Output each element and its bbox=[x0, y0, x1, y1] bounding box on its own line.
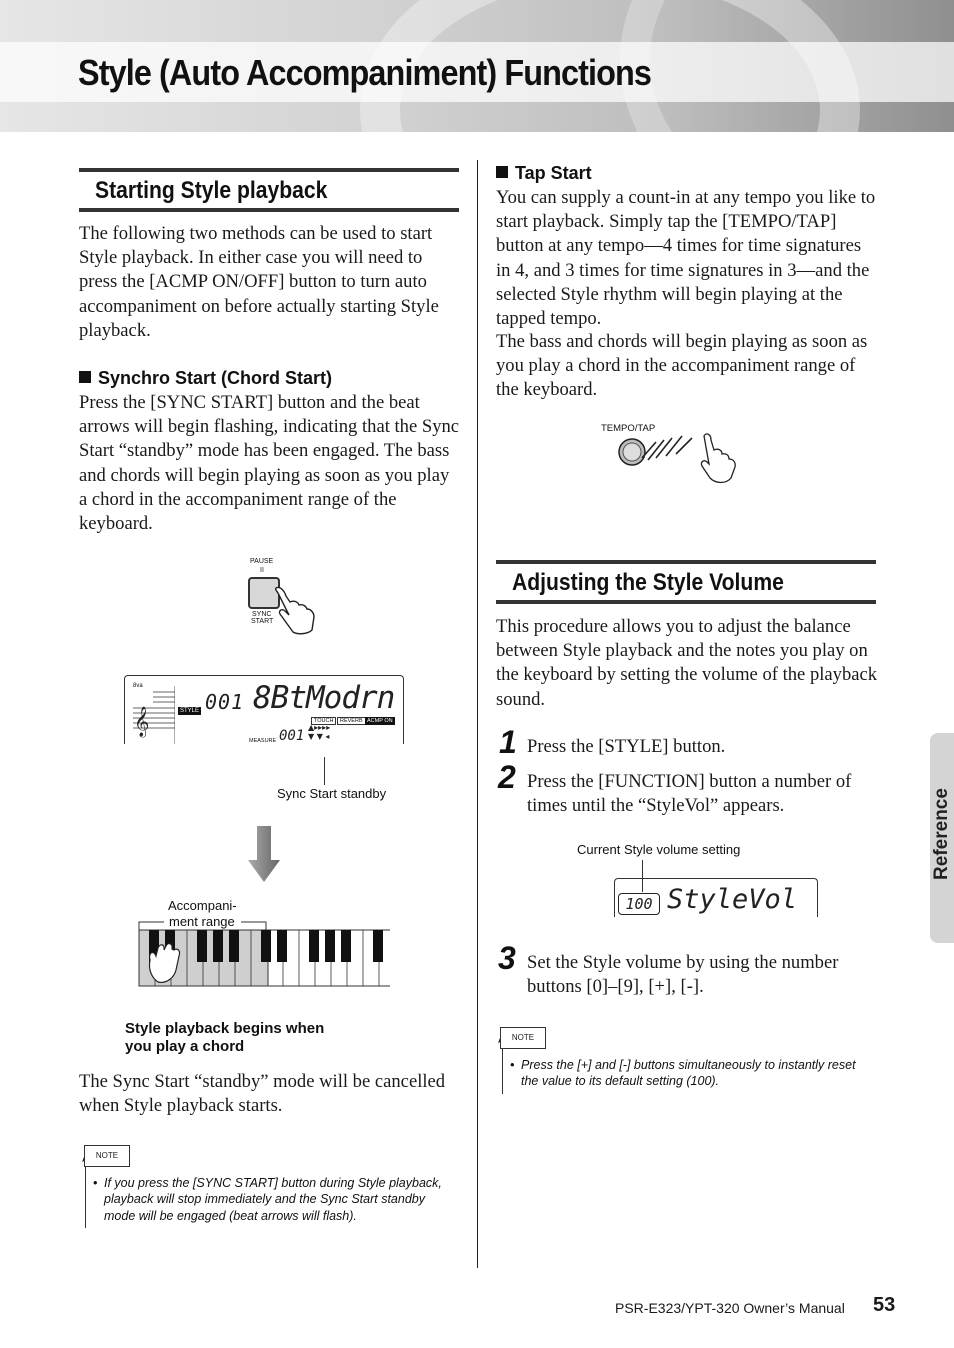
tap-start-paragraph-2: The bass and chords will begin playing as soon as you play a chord in the accompaniment range of the keyboard. bbox=[496, 331, 868, 401]
side-tab-label: Reference bbox=[931, 788, 952, 880]
column-divider bbox=[477, 160, 478, 1268]
subheading-text: Synchro Start (Chord Start) bbox=[98, 368, 333, 388]
square-bullet-icon bbox=[496, 166, 508, 178]
lcd-display bbox=[124, 675, 404, 744]
note-text: If you press the [SYNC START] button during Style playback, playback will stop immediately and the Sync Start standby mode will be engaged (beat arrows will flash). bbox=[104, 1176, 442, 1223]
note-bar bbox=[502, 1048, 503, 1094]
lcd-style-tag: STYLE bbox=[180, 708, 200, 714]
sync-label-line2: START bbox=[251, 618, 274, 625]
step-text: Press the [FUNCTION] button a number of times until the “StyleVol” appears. bbox=[527, 771, 852, 817]
beat-arrows-row: ▼ ▼ ◂ bbox=[308, 732, 330, 741]
tempo-tap-label: TEMPO/TAP bbox=[601, 423, 656, 434]
volume-lcd-value: 100 bbox=[618, 893, 660, 915]
lcd-octave-label: 8va bbox=[133, 683, 143, 689]
section-title: Starting Style playback bbox=[95, 177, 328, 204]
tap-start-paragraph: You can supply a count-in at any tempo you like to start playback. Simply tap the [TEMPO/TAP] button at any tempo—4 times for time signatures in 4, and 3 times for time signatures in 3—and the selected Style rhythm will begin playing at the tapped tempo. bbox=[496, 187, 876, 330]
volume-lcd-name: StyleVol bbox=[667, 884, 798, 915]
keyboard-range-label-line1: Accompani- bbox=[168, 898, 237, 913]
lcd-acmp-indicator: ACMP ON bbox=[367, 718, 393, 724]
keyboard-caption-line2: you play a chord bbox=[125, 1038, 245, 1055]
volume-intro-paragraph: This procedure allows you to adjust the balance between Style playback and the notes you play on the keyboard by setting the volume of the playback sound. bbox=[496, 616, 878, 710]
synchro-start-paragraph: Press the [SYNC START] button and the beat arrows will begin flashing, indicating that the Sync Start “standby” mode has been engaged. The bass and chords will begin playing as soon as you play a chord in the accompaniment range of the keyboard. bbox=[79, 392, 460, 535]
page-title: Style (Auto Accompaniment) Functions bbox=[78, 52, 652, 93]
lcd-style-number: 001 bbox=[205, 690, 245, 714]
reference-side-tab bbox=[930, 733, 954, 943]
sync-label-line1: SYNC bbox=[252, 611, 272, 618]
pause-symbol: II bbox=[260, 567, 264, 574]
section-title: Adjusting the Style Volume bbox=[512, 569, 784, 596]
lcd-style-name: 8BtModrn bbox=[253, 680, 395, 716]
step-number: 1 bbox=[499, 724, 517, 760]
intro-paragraph: The following two methods can be used to start Style playback. In either case you will need to press the [ACMP ON/OFF] button to turn auto accompaniment on before actually starting Style playback. bbox=[79, 223, 439, 341]
subheading-text: Tap Start bbox=[515, 163, 592, 183]
tempo-tap-button-illustration[interactable] bbox=[612, 428, 762, 484]
note-bullet: • bbox=[93, 1176, 98, 1190]
lcd-touch-indicator: TOUCH bbox=[311, 717, 336, 725]
note-bullet: • bbox=[510, 1058, 515, 1072]
step-text: Press the [STYLE] button. bbox=[527, 736, 726, 757]
step-number: 2 bbox=[498, 759, 516, 795]
keyboard-illustration bbox=[136, 910, 392, 990]
cancel-paragraph: The Sync Start “standby” mode will be cancelled when Style playback starts. bbox=[79, 1071, 446, 1117]
lcd-measure-label: MEASURE bbox=[249, 738, 277, 744]
callout-sync-start-standby: Sync Start standby bbox=[277, 786, 387, 801]
pause-label: PAUSE bbox=[250, 558, 274, 565]
svg-text:𝄞: 𝄞 bbox=[134, 707, 150, 737]
square-bullet-icon bbox=[79, 371, 91, 383]
callout-current-volume: Current Style volume setting bbox=[577, 842, 741, 857]
staff-treble-clef-icon bbox=[129, 686, 175, 744]
step-number: 3 bbox=[498, 940, 516, 976]
subheading-tap-start bbox=[496, 163, 592, 184]
footer-manual-title: PSR-E323/YPT-320 Owner’s Manual bbox=[615, 1300, 845, 1316]
subheading-synchro-start bbox=[79, 368, 332, 389]
pressing-hand-icon bbox=[268, 584, 320, 636]
note-badge: NOTE bbox=[84, 1145, 130, 1167]
note-text: Press the [+] and [-] buttons simultaneously to instantly reset the value to its default setting (100). bbox=[521, 1058, 856, 1089]
step-text: Set the Style volume by using the number buttons [0]–[9], [+], [-]. bbox=[527, 952, 839, 998]
lcd-reverb-indicator: REVERB bbox=[337, 717, 366, 725]
note-badge: NOTE bbox=[500, 1027, 546, 1049]
down-arrow-icon bbox=[246, 826, 282, 884]
keyboard-range-label-line2: ment range bbox=[169, 914, 235, 929]
beat-arrows-row: ▲▸▸▸▸ bbox=[308, 723, 331, 732]
section-heading-starting-style bbox=[79, 168, 459, 212]
beat-arrows-icon bbox=[308, 723, 330, 741]
callout-line bbox=[324, 757, 325, 785]
sync-start-button-illustration bbox=[240, 556, 320, 636]
keyboard-caption-line1: Style playback begins when bbox=[125, 1020, 325, 1037]
note-bar bbox=[85, 1166, 86, 1228]
section-heading-style-volume bbox=[496, 560, 876, 604]
volume-lcd-display bbox=[614, 878, 818, 917]
footer-page-number: 53 bbox=[873, 1294, 896, 1316]
lcd-measure-value: 001 bbox=[279, 728, 305, 744]
